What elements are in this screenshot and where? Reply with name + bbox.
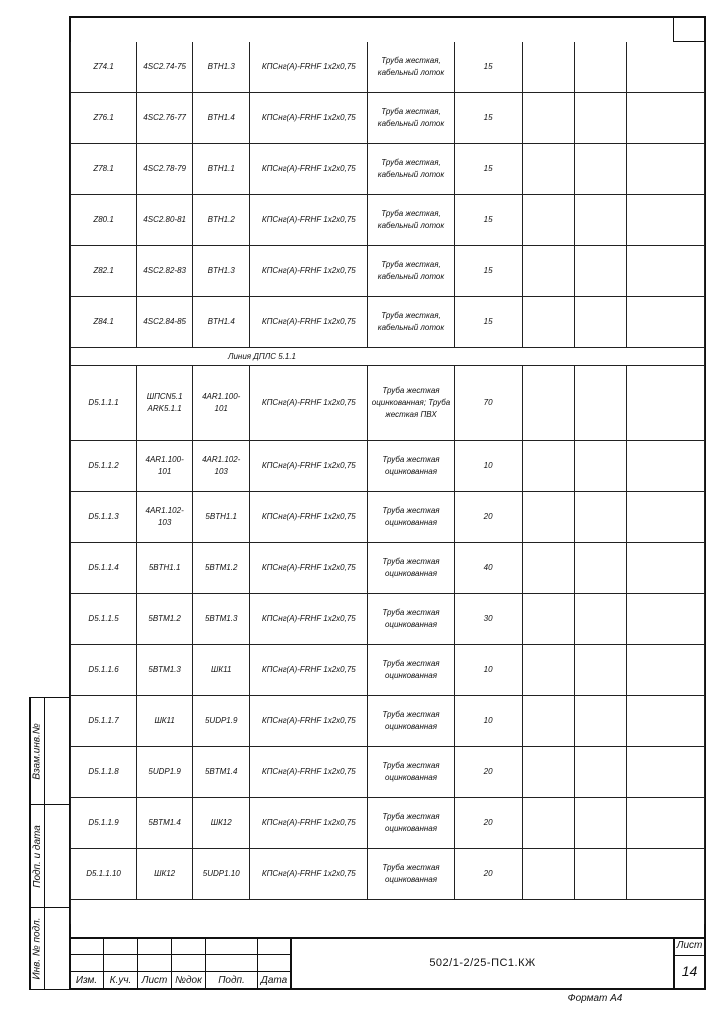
cell-id: D5.1.1.9 (71, 798, 137, 849)
cell-empty (574, 696, 626, 747)
cell-to: 5BTM1.3 (193, 594, 250, 645)
cell-empty (626, 594, 704, 645)
cell-empty (574, 366, 626, 441)
cable-journal-table (70, 42, 705, 924)
cell-empty (522, 93, 574, 144)
cell-empty (626, 798, 704, 849)
cell-to: 5BTM1.2 (193, 543, 250, 594)
cell-length: 20 (454, 747, 522, 798)
cell-empty (522, 594, 574, 645)
cell-id: Z82.1 (71, 246, 137, 297)
cell-id: D5.1.1.1 (71, 366, 137, 441)
section-title: Линия ДПЛС 5.1.1 (71, 348, 705, 366)
cell-empty (626, 747, 704, 798)
cell-to: 4AR1.100-101 (193, 366, 250, 441)
cell-to: 5BTM1.4 (193, 747, 250, 798)
cell-to: BTH1.2 (193, 195, 250, 246)
cell-from: 4AR1.102-103 (137, 492, 193, 543)
cell-length: 20 (454, 849, 522, 900)
cell-laying: Труба жесткая оцинкованная (368, 798, 454, 849)
sheet-number: 14 (681, 963, 698, 979)
cell-laying: Труба жесткая, кабельный лоток (368, 93, 454, 144)
cell-empty (626, 246, 704, 297)
cell-cable: КПСнг(А)-FRHF 1х2х0,75 (250, 366, 368, 441)
corner-box (673, 17, 705, 42)
cell-laying: Труба жесткая, кабельный лоток (368, 246, 454, 297)
cell-from: ШК12 (137, 849, 193, 900)
cell-from: 4SC2.78-79 (137, 144, 193, 195)
cell-empty (522, 297, 574, 348)
table-row (71, 645, 705, 696)
cell-laying: Труба жесткая, кабельный лоток (368, 144, 454, 195)
cell-to: ШК12 (193, 798, 250, 849)
col-kuch: К.уч. (109, 975, 132, 986)
cell-length: 30 (454, 594, 522, 645)
cell-cable: КПСнг(А)-FRHF 1х2х0,75 (250, 42, 368, 93)
table-row (71, 594, 705, 645)
cell-cable: КПСнг(А)-FRHF 1х2х0,75 (250, 645, 368, 696)
cell-laying: Труба жесткая оцинкованная (368, 747, 454, 798)
cell-empty (626, 492, 704, 543)
cell-length: 40 (454, 543, 522, 594)
cell-empty (626, 195, 704, 246)
cell-length: 20 (454, 492, 522, 543)
cell-empty (522, 543, 574, 594)
cell-empty (522, 42, 574, 93)
cell-from: 4SC2.74-75 (137, 42, 193, 93)
cell-id: D5.1.1.5 (71, 594, 137, 645)
cell-id: Z78.1 (71, 144, 137, 195)
cell-empty (522, 195, 574, 246)
sheet-label: Лист (676, 940, 703, 951)
cell-empty (574, 297, 626, 348)
table-row (71, 195, 705, 246)
podp-data-label: Подп. и дата (31, 824, 43, 888)
cell-from: 4AR1.100-101 (137, 441, 193, 492)
format-label: Формат А4 (567, 993, 623, 1004)
cell-from: 4SC2.80-81 (137, 195, 193, 246)
cell-id: Z74.1 (71, 42, 137, 93)
cell-laying: Труба жесткая оцинкованная (368, 492, 454, 543)
cell-empty (574, 144, 626, 195)
stamp-top-line (70, 937, 705, 939)
document-code: 502/1-2/25-ПС1.КЖ (429, 957, 536, 969)
cell-cable: КПСнг(А)-FRHF 1х2х0,75 (250, 93, 368, 144)
cell-cable: КПСнг(А)-FRHF 1х2х0,75 (250, 594, 368, 645)
cell-to: 4AR1.102-103 (193, 441, 250, 492)
cell-to: BTH1.3 (193, 42, 250, 93)
cell-to: 5UDP1.9 (193, 696, 250, 747)
cell-laying: Труба жесткая оцинкованная (368, 594, 454, 645)
cell-to: 5UDP1.10 (193, 849, 250, 900)
cell-laying: Труба жесткая оцинкованная (368, 543, 454, 594)
cell-length: 15 (454, 42, 522, 93)
cell-empty (626, 144, 704, 195)
cell-empty (522, 645, 574, 696)
table-row (71, 366, 705, 441)
cell-cable: КПСнг(А)-FRHF 1х2х0,75 (250, 798, 368, 849)
cell-length: 10 (454, 441, 522, 492)
cell-length: 15 (454, 195, 522, 246)
cell-empty (574, 645, 626, 696)
cell-from: 5UDP1.9 (137, 747, 193, 798)
cell-id: Z76.1 (71, 93, 137, 144)
cell-empty (522, 366, 574, 441)
cell-empty (574, 246, 626, 297)
col-izm: Изм. (75, 975, 98, 986)
cell-empty (522, 246, 574, 297)
cell-id: D5.1.1.2 (71, 441, 137, 492)
cell-from: 4SC2.76-77 (137, 93, 193, 144)
cell-id: Z80.1 (71, 195, 137, 246)
cell-empty (574, 543, 626, 594)
cell-to: BTH1.4 (193, 93, 250, 144)
col-podp: Подп. (218, 975, 245, 986)
cell-cable: КПСнг(А)-FRHF 1х2х0,75 (250, 144, 368, 195)
cell-empty (574, 441, 626, 492)
cell-cable: КПСнг(А)-FRHF 1х2х0,75 (250, 297, 368, 348)
cell-empty (626, 543, 704, 594)
cell-empty (626, 645, 704, 696)
cell-to: BTH1.1 (193, 144, 250, 195)
cell-cable: КПСнг(А)-FRHF 1х2х0,75 (250, 246, 368, 297)
cell-from: 5BTM1.3 (137, 645, 193, 696)
table-row (71, 543, 705, 594)
cell-laying: Труба жесткая оцинкованная (368, 645, 454, 696)
cell-empty (574, 747, 626, 798)
cell-from: 5BTH1.1 (137, 543, 193, 594)
cell-empty (522, 441, 574, 492)
cell-from: 4SC2.82-83 (137, 246, 193, 297)
cell-cable: КПСнг(А)-FRHF 1х2х0,75 (250, 492, 368, 543)
cell-empty (626, 93, 704, 144)
cell-empty (626, 696, 704, 747)
cell-laying: Труба жесткая оцинкованная (368, 696, 454, 747)
table-row (71, 42, 705, 93)
cell-from: 5BTM1.2 (137, 594, 193, 645)
cell-empty (574, 798, 626, 849)
cell-id: D5.1.1.10 (71, 849, 137, 900)
table-row (71, 144, 705, 195)
section-row (71, 348, 705, 366)
cell-empty (574, 195, 626, 246)
cell-from: 5BTM1.4 (137, 798, 193, 849)
table-row (71, 93, 705, 144)
col-ndok: №док (175, 975, 202, 986)
cell-from: ШПСN5.1 ARK5.1.1 (137, 366, 193, 441)
table-row (71, 798, 705, 849)
cell-length: 10 (454, 645, 522, 696)
cell-laying: Труба жесткая оцинкованная (368, 441, 454, 492)
table-row (71, 696, 705, 747)
cell-id: D5.1.1.8 (71, 747, 137, 798)
col-data: Дата (260, 975, 288, 986)
cell-length: 70 (454, 366, 522, 441)
cell-laying: Труба жесткая, кабельный лоток (368, 195, 454, 246)
cell-cable: КПСнг(А)-FRHF 1х2х0,75 (250, 849, 368, 900)
cell-length: 15 (454, 144, 522, 195)
cell-empty (574, 849, 626, 900)
zam-inv-label: Взам.инв.№ (31, 722, 43, 780)
cell-cable: КПСнг(А)-FRHF 1х2х0,75 (250, 696, 368, 747)
table-row (71, 747, 705, 798)
cell-cable: КПСнг(А)-FRHF 1х2х0,75 (250, 441, 368, 492)
cell-length: 15 (454, 297, 522, 348)
empty-row (71, 900, 705, 925)
cell-id: D5.1.1.4 (71, 543, 137, 594)
cell-length: 20 (454, 798, 522, 849)
cell-empty (522, 798, 574, 849)
cell-empty (626, 849, 704, 900)
cell-length: 15 (454, 93, 522, 144)
cell-from: 4SC2.84-85 (137, 297, 193, 348)
cell-to: BTH1.3 (193, 246, 250, 297)
table-row (71, 849, 705, 900)
table-row (71, 441, 705, 492)
cell-empty (522, 696, 574, 747)
cell-length: 15 (454, 246, 522, 297)
cell-id: D5.1.1.7 (71, 696, 137, 747)
cell-laying: Труба жесткая оцинкованная (368, 849, 454, 900)
col-list: Лист (141, 975, 168, 986)
cell-length: 10 (454, 696, 522, 747)
table-row (71, 297, 705, 348)
cell-id: D5.1.1.3 (71, 492, 137, 543)
cell-to: ШК11 (193, 645, 250, 696)
cell-empty (522, 849, 574, 900)
cell-laying: Труба жесткая оцинкованная; Труба жесткая ПВХ (368, 366, 454, 441)
cell-empty (522, 144, 574, 195)
cell-id: Z84.1 (71, 297, 137, 348)
cell-empty (574, 594, 626, 645)
cell-empty (574, 42, 626, 93)
inv-podl-label: Инв. № подл. (31, 917, 43, 980)
cell-id: D5.1.1.6 (71, 645, 137, 696)
cell-cable: КПСнг(А)-FRHF 1х2х0,75 (250, 195, 368, 246)
cell-empty (574, 492, 626, 543)
cell-empty (626, 366, 704, 441)
cell-laying: Труба жесткая, кабельный лоток (368, 297, 454, 348)
cell-empty (574, 93, 626, 144)
table-row (71, 492, 705, 543)
cell-cable: КПСнг(А)-FRHF 1х2х0,75 (250, 543, 368, 594)
cell-cable: КПСнг(А)-FRHF 1х2х0,75 (250, 747, 368, 798)
cell-to: BTH1.4 (193, 297, 250, 348)
cell-from: ШК11 (137, 696, 193, 747)
cell-to: 5BTH1.1 (193, 492, 250, 543)
table-row (71, 246, 705, 297)
cell-empty (522, 492, 574, 543)
cell-empty (626, 441, 704, 492)
cell-empty (522, 747, 574, 798)
cell-empty (626, 297, 704, 348)
cell-laying: Труба жесткая, кабельный лоток (368, 42, 454, 93)
cell-empty (626, 42, 704, 93)
